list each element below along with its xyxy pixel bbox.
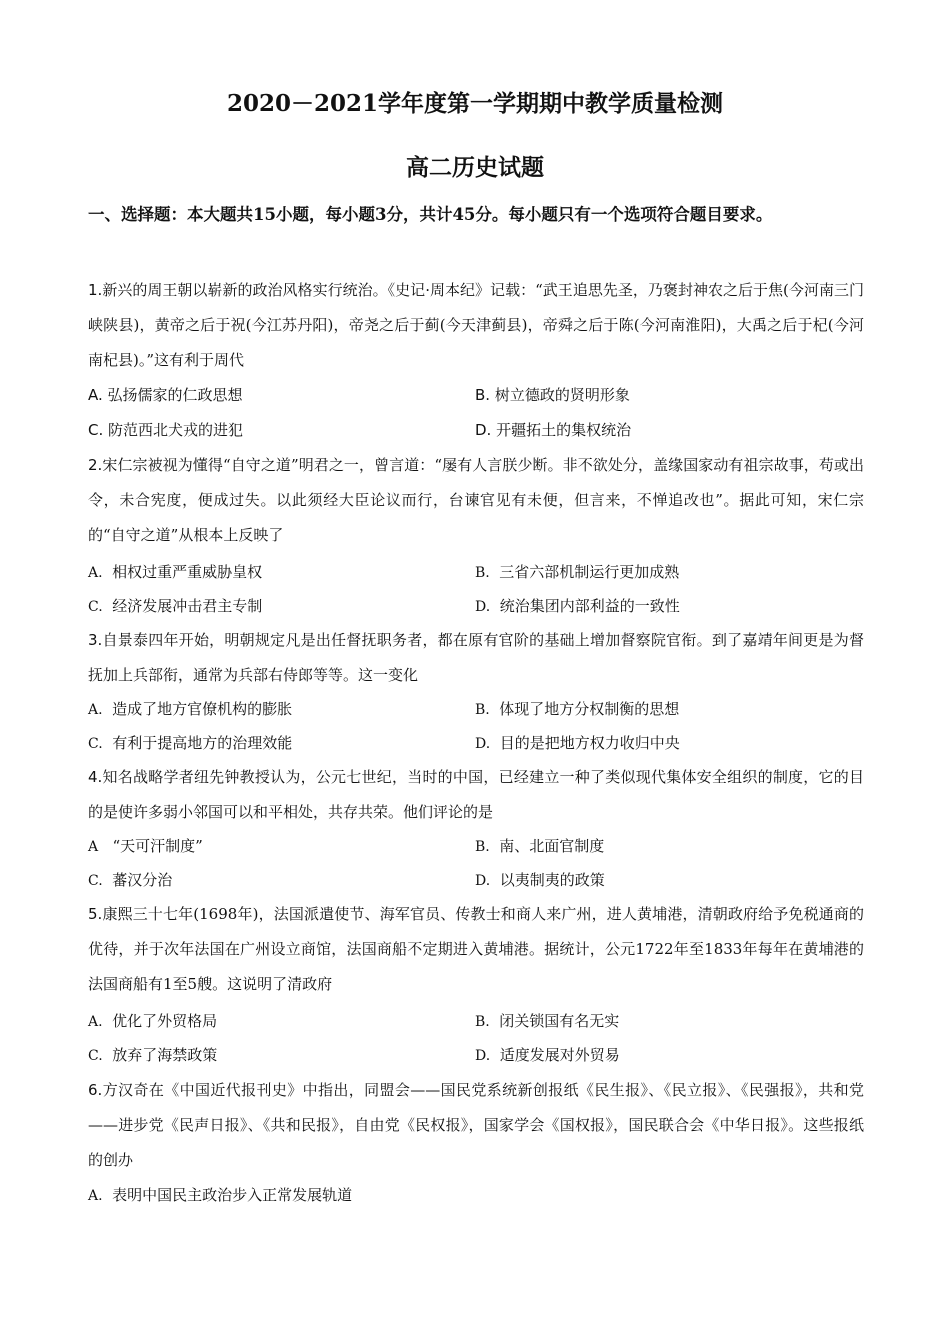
- question-number: 2.: [88, 456, 103, 474]
- question-6-stem: [88, 1073, 864, 1178]
- question-5-option-d: D. 适度发展对外贸易: [475, 1046, 620, 1064]
- question-3-stem: [88, 623, 864, 693]
- exam-title: 2020－2021学年度第一学期期中教学质量检测: [226, 90, 724, 117]
- question-4-option-a: A “天可汗制度”: [88, 837, 203, 855]
- section-heading: 一、选择题：本大题共15小题，每小题3分，共计45分。每小题只有一个选项符合题目要求。: [88, 205, 773, 224]
- question-6-option-a: A. 表明中国民主政治步入正常发展轨道: [88, 1186, 353, 1204]
- question-number: 1.: [88, 281, 103, 299]
- question-1-option-b: B. 树立德政的贤明形象: [475, 386, 630, 404]
- question-1-option-c: C. 防范西北犬戎的进犯: [88, 421, 244, 439]
- question-3-option-a: A. 造成了地方官僚机构的膨胀: [88, 700, 293, 718]
- question-5-option-a: A. 优化了外贸格局: [88, 1012, 218, 1030]
- question-2-stem: [88, 448, 864, 553]
- question-4-option-c: C. 蕃汉分治: [88, 871, 173, 889]
- question-5-stem: [88, 897, 864, 1002]
- question-text: 宋仁宗被视为懂得“自守之道”明君之一，曾言道：“屡有人言朕少断。非不欲处分，盖缘国家动有祖宗故事，苟或出令，未合宪度，便成过失。以此须经大臣论议而行，台谏官见有未便，但言来，不惮追改也”。据此可知，宋仁宗的“自守之道”从根本上反映了: [88, 456, 864, 544]
- question-1-option-a: A. 弘扬儒家的仁政思想: [88, 386, 243, 404]
- question-number: 3.: [88, 631, 103, 649]
- question-4-stem: [88, 760, 864, 830]
- question-3-option-d: D. 目的是把地方权力收归中央: [475, 734, 680, 752]
- question-2-option-b: B. 三省六部机制运行更加成熟: [475, 563, 680, 581]
- question-number: 5.: [88, 905, 103, 923]
- question-text: 新兴的周王朝以崭新的政治风格实行统治。《史记·周本纪》记载：“武王追思先圣，乃褒封神农之后于焦(今河南三门峡陕县)，黄帝之后于祝(今江苏丹阳)，帝尧之后于蓟(今天津蓟县)，帝舜之后于陈(今河南淮阳)，大禹之后于杞(今河南杞县)。”这有利于周代: [88, 281, 864, 369]
- question-4-option-b: B. 南、北面官制度: [475, 837, 605, 855]
- question-5-option-b: B. 闭关锁国有名无实: [475, 1012, 620, 1030]
- question-2-option-a: A. 相权过重严重威胁皇权: [88, 563, 263, 581]
- exam-subtitle: 高二历史试题: [406, 154, 544, 181]
- question-text: 知名战略学者纽先钟教授认为，公元七世纪，当时的中国，已经建立一种了类似现代集体安全组织的制度，它的目的是使许多弱小邻国可以和平相处，共存共荣。他们评论的是: [88, 768, 864, 821]
- question-2-option-d: D. 统治集团内部利益的一致性: [475, 597, 680, 615]
- question-2-option-c: C. 经济发展冲击君主专制: [88, 597, 263, 615]
- question-3-option-c: C. 有利于提高地方的治理效能: [88, 734, 293, 752]
- question-1-stem: [88, 273, 864, 378]
- question-number: 4.: [88, 768, 103, 786]
- question-5-option-c: C. 放弃了海禁政策: [88, 1046, 218, 1064]
- question-text: 方汉奇在《中国近代报刊史》中指出，同盟会——国民党系统新创报纸《民生报》、《民立报》、《民强报》，共和党——进步党《民声日报》、《共和民报》，自由党《民权报》，国家学会《国权报》，国民联合会《中华日报》。这些报纸的创办: [88, 1081, 864, 1169]
- question-3-option-b: B. 体现了地方分权制衡的思想: [475, 700, 680, 718]
- question-text: 自景泰四年开始，明朝规定凡是出任督抚职务者，都在原有官阶的基础上增加督察院官衔。到了嘉靖年间更是为督抚加上兵部衔，通常为兵部右侍郎等等。这一变化: [88, 631, 864, 684]
- question-text: 康熙三十七年(1698年)，法国派遣使节、海军官员、传教士和商人来广州，进人黄埔港，清朝政府给予免税通商的优待，并于次年法国在广州设立商馆，法国商船不定期进入黄埔港。据统计，公元1722年至1833年每年在黄埔港的法国商船有1至5艘。这说明了清政府: [88, 905, 864, 993]
- question-1-option-d: D. 开疆拓土的集权统治: [475, 421, 632, 439]
- question-4-option-d: D. 以夷制夷的政策: [475, 871, 605, 889]
- question-number: 6.: [88, 1081, 103, 1099]
